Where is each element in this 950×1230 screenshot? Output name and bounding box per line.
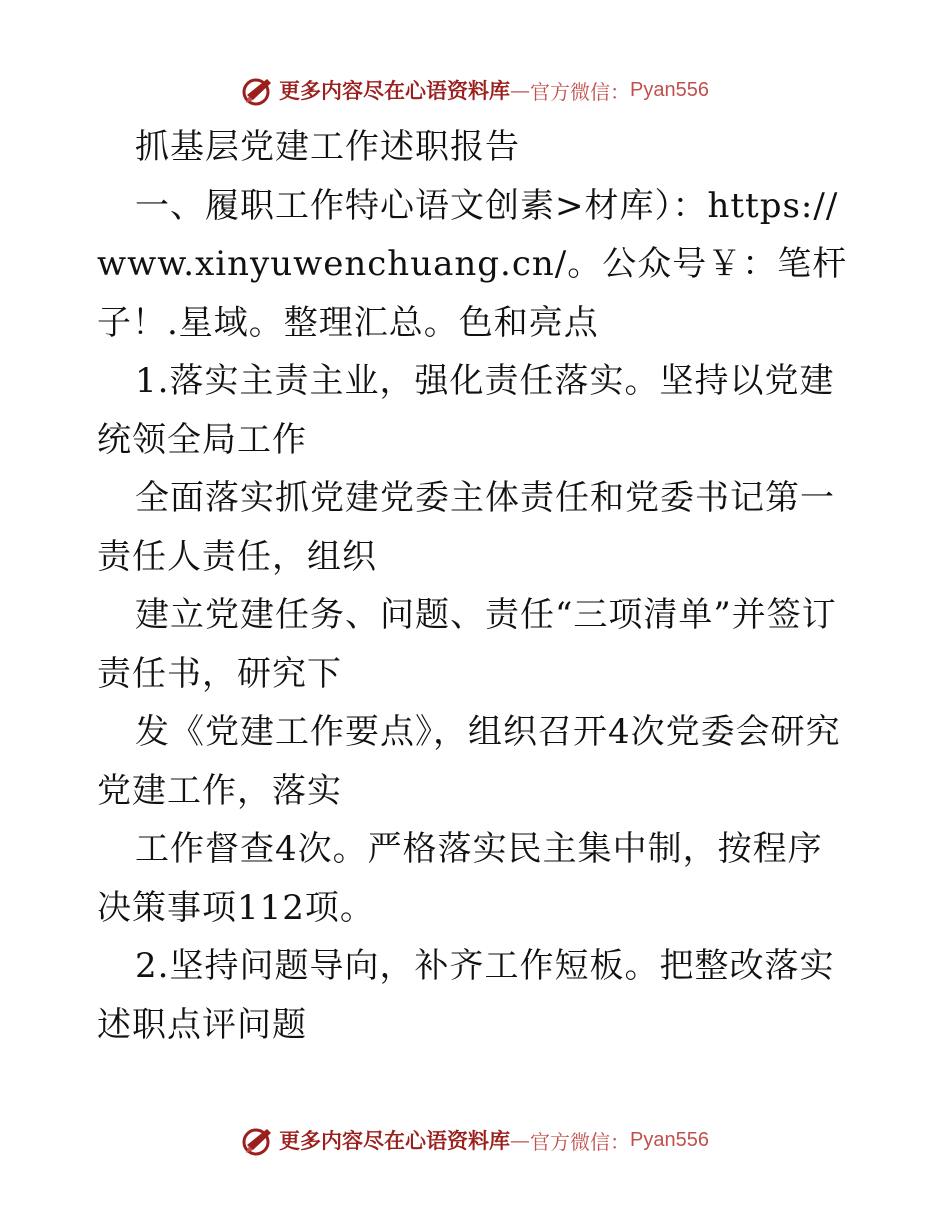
banner-wechat-id: Pyan556 [630, 1128, 709, 1151]
paragraph: 发《党建工作要点》，组织召开4次党委会研究党建工作，落实 [97, 712, 841, 811]
document-body [97, 118, 853, 1054]
paragraph: 一、履职工作特心语文创素>材库）：https://www.xinyuwenchuang.cn/。公众号￥：笔杆子！.星域。整理汇总。色和亮点 [97, 185, 848, 343]
banner-wechat-label: 官方微信： [530, 1129, 631, 1154]
header-banner [0, 70, 950, 110]
paragraph: 1.落实主责主业，强化责任落实。坚持以党建统领全局工作 [97, 361, 835, 460]
paragraph: 工作督查4次。严格落实民主集中制，按程序决策事项112项。 [97, 829, 823, 928]
banner-dash: — [510, 78, 531, 102]
pen-nib-icon [241, 1123, 275, 1157]
paragraph: 全面落实抓党建党委主体责任和党委书记第一责任人责任，组织 [97, 478, 835, 577]
footer-banner [0, 1120, 950, 1160]
banner-wechat-label: 官方微信： [530, 79, 631, 104]
banner-wechat-id: Pyan556 [630, 78, 709, 101]
paragraph: 建立党建任务、问题、责任“三项清单”并签订责任书，研究下 [97, 595, 837, 694]
banner-text: 更多内容尽在心语资料库 [279, 78, 511, 103]
banner-text: 更多内容尽在心语资料库 [279, 1128, 511, 1153]
pen-nib-icon [241, 73, 275, 107]
document-title: 抓基层党建工作述职报告 [135, 127, 520, 167]
banner-dash: — [510, 1128, 531, 1152]
paragraph: 2.坚持问题导向，补齐工作短板。把整改落实述职点评问题 [97, 946, 835, 1045]
